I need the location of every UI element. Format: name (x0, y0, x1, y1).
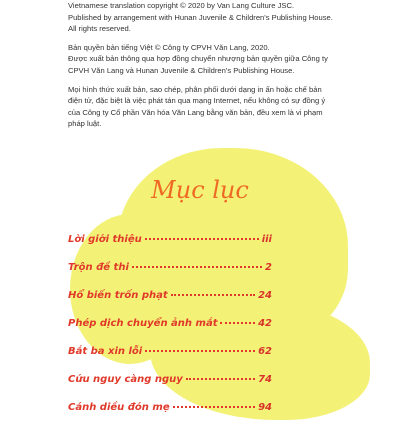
dot-leader (145, 238, 259, 240)
toc-item[interactable] (68, 262, 272, 288)
toc-item[interactable] (68, 402, 272, 428)
toc-item-page: 62 (258, 346, 272, 357)
copyright-line: pháp luật. (68, 119, 102, 129)
copyright-line: Published by arrangement with Hunan Juvenile & Children's Publishing House. (68, 12, 333, 22)
copyright-line: Được xuất bản thông qua hợp đồng chuyển nhượng bản quyền giữa Công ty (68, 54, 328, 64)
copyright-line: điện tử, đặc biệt là việc phát tán qua mạng Internet, nếu không có sự đồng ý (68, 96, 326, 106)
dot-leader (145, 350, 255, 352)
toc-item-title: Bắt ba xin lỗi (68, 346, 143, 357)
toc-item-title: Hổ biến trốn phạt (68, 290, 168, 301)
toc-heading: Mục lục (151, 176, 249, 204)
toc-item-page: 24 (258, 290, 272, 301)
toc-item[interactable] (68, 318, 272, 344)
toc-item-title: Cánh diều đón mẹ (68, 402, 170, 413)
copyright-notice (68, 0, 388, 137)
dot-leader (173, 406, 255, 408)
toc-item-title: Lời giới thiệu (68, 234, 142, 245)
toc-item-page: 42 (258, 318, 272, 329)
toc-item-title: Cứu nguy càng nguy (68, 374, 183, 385)
legal-warning (68, 84, 388, 130)
copyright-vietnamese (68, 42, 388, 77)
copyright-line: Bản quyền bản tiếng Việt © Công ty CPVH Văn Lang, 2020. (68, 42, 270, 52)
toc-item-title: Trộn đề thi (68, 262, 129, 273)
copyright-english (68, 0, 388, 35)
copyright-line: Mọi hình thức xuất bản, sao chép, phân phối dưới dạng in ấn hoặc chế bản (68, 84, 322, 94)
toc-item-page: iii (261, 234, 272, 245)
dot-leader (132, 266, 262, 268)
toc-item[interactable] (68, 234, 272, 260)
copyright-line: All rights reserved. (68, 24, 131, 34)
copyright-line: Vietnamese translation copyright © 2020 by Van Lang Culture JSC. (68, 1, 295, 10)
copyright-line: của Công ty Cổ phần Văn hóa Văn Lang bằng văn bản, đều xem là vi phạm (68, 107, 323, 117)
toc-item-page: 74 (258, 374, 272, 385)
dot-leader (186, 378, 255, 380)
dot-leader (171, 294, 255, 296)
toc-item-page: 2 (265, 262, 272, 273)
table-of-contents (68, 234, 272, 430)
dot-leader (220, 322, 255, 324)
toc-item[interactable] (68, 346, 272, 372)
toc-item-title: Phép dịch chuyển ảnh mắt (68, 318, 218, 329)
copyright-line: CPVH Văn Lang và Hunan Juvenile & Children's Publishing House. (68, 65, 295, 75)
toc-item-page: 94 (258, 402, 272, 413)
toc-item[interactable] (68, 374, 272, 400)
toc-item[interactable] (68, 290, 272, 316)
